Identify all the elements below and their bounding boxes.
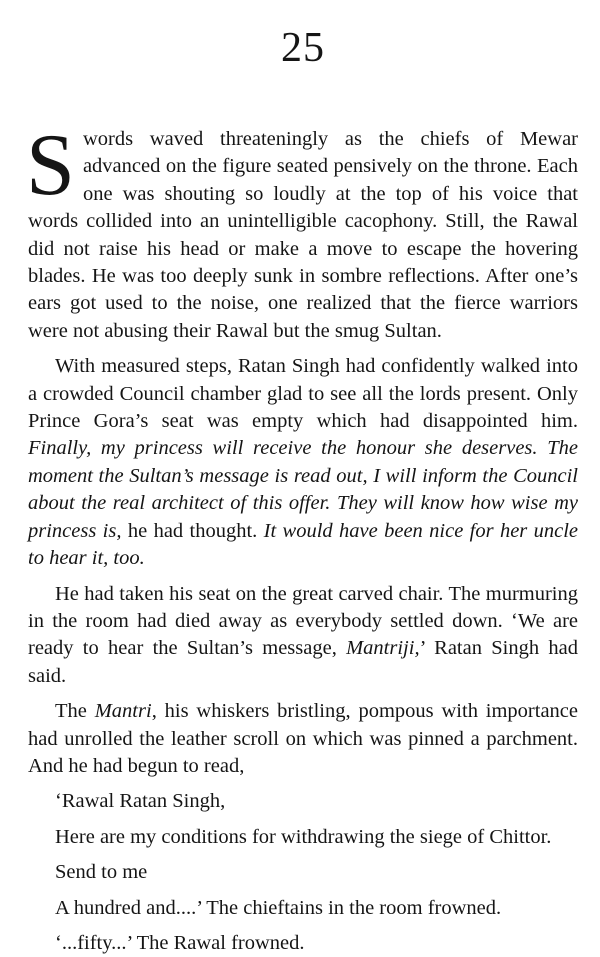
paragraph-8: A hundred and....’ The chieftains in the room frowned. [55, 896, 502, 919]
drop-cap-letter: S [26, 117, 75, 214]
paragraph-2-text-a: With measured steps, Ratan Singh had confidently walked into a crowded Council chamber glad to see all the lords present. Only Prince Gora’s seat was empty which had disappointed him. [28, 355, 578, 433]
paragraph-2-text-b: he had thought. [121, 519, 264, 542]
paragraph-4-text-a: The [55, 700, 95, 723]
chapter-number: 25 [281, 25, 325, 71]
paragraph-9: ‘...fifty...’ The Rawal frowned. [55, 931, 305, 954]
paragraph-7: Send to me [55, 861, 148, 884]
paragraph-1-text: words waved threateningly as the chiefs of Mewar advanced on the figure seated pensively on the throne. Each one was shouting so loudly at the top of his voice that words collided into an unintelligible cacophony. Still, the Rawal did not raise his head or make a move to escape the hovering blades. He was too deeply sunk in sombre reflections. After one’s ears got used to the noise, one realized that the fierce warriors were not abusing their Rawal but the smug Sultan. [28, 128, 578, 342]
paragraph-2-italic-b: It would have been nice for her uncle to hear it, too. [28, 519, 579, 570]
paragraph-4 [28, 698, 578, 780]
paragraph-6: Here are my conditions for withdrawing the siege of Chittor. [55, 825, 552, 848]
paragraph-3-text-a: He had taken his seat on the great carved chair. The murmuring in the room had died away as everybody settled down. ‘We are ready to hear the Sultan’s message, [28, 582, 578, 660]
paragraph-1 [26, 117, 578, 345]
paragraph-2-italic-a: Finally, my princess will receive the honour she deserves. The moment the Sultan’s message is read out, I will inform the Council about the real architect of this offer. They will know how wise my princess is, [28, 437, 578, 542]
paragraph-3-italic: Mantriji, [346, 637, 420, 660]
paragraph-2 [28, 353, 578, 572]
paragraph-3-text-b: ’ Ratan Singh had said. [28, 637, 578, 687]
paragraph-3 [28, 581, 578, 691]
book-page [26, 0, 579, 954]
paragraph-4-italic: Mantri [94, 700, 152, 723]
paragraph-4-text-b: , his whiskers bristling, pompous with importance had unrolled the leather scroll on which was pinned a parchment. And he had begun to read, [28, 700, 578, 777]
paragraph-5: ‘Rawal Ratan Singh, [55, 790, 226, 813]
